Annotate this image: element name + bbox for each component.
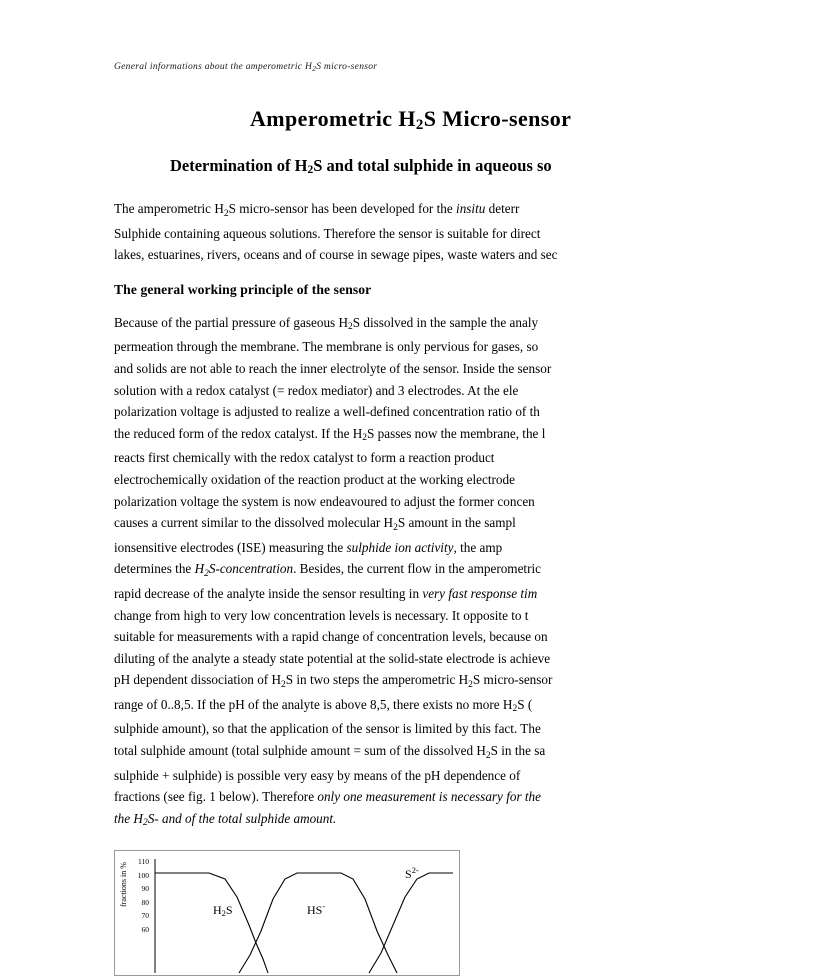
body-line-18: range of 0..8,5. If the pH of the analyte is above 8,5, there exists no more $H_2S$ ( bbox=[114, 696, 533, 715]
chart-inner bbox=[115, 851, 459, 975]
chart-y-tick-0: 110 bbox=[138, 857, 149, 867]
body-line-4: solution with a redox catalyst (= redox mediator) and 3 electrodes. At the ele bbox=[114, 382, 519, 398]
body-line-6: the reduced form of the redox catalyst. If the $H_2S$ passes now the membrane, the l bbox=[114, 425, 546, 444]
running-header-text: General informations about the amperometric $H_2S$ micro-sensor bbox=[114, 62, 378, 73]
chart-y-axis-label: fractions in % bbox=[119, 862, 128, 908]
intro-line-3: lakes, estuarines, rivers, oceans and of course in sewage pipes, waste waters and sec bbox=[114, 247, 558, 263]
page-subtitle bbox=[114, 156, 814, 176]
body-line-1: Because of the partial pressure of gaseous $H_2S$ dissolved in the sample the analy bbox=[114, 314, 539, 333]
body-line-2: permeation through the membrane. The membrane is only pervious for gases, so bbox=[114, 339, 539, 355]
intro-line-2: Sulphide containing aqueous solutions. Therefore the sensor is suitable for direct bbox=[114, 225, 541, 241]
figure-1 bbox=[114, 850, 814, 980]
chart-annotation-h2s: $H_2S$ bbox=[213, 903, 233, 919]
body-line-16: diluting of the analyte a steady state potential at the solid-state electrode is achieve bbox=[114, 650, 551, 666]
page-title bbox=[114, 106, 814, 132]
body-line-9: polarization voltage the system is now endeavoured to adjust the former concen bbox=[114, 493, 535, 509]
chart-y-tick-4: 70 bbox=[141, 911, 149, 921]
chart-plot-area bbox=[155, 859, 453, 973]
body-line-11: ionsensitive electrodes (ISE) measuring the sulphide ion activity, the amp bbox=[114, 539, 503, 555]
body-line-22: fractions (see fig. 1 below). Therefore only one measurement is necessary for the bbox=[114, 789, 541, 805]
intro-line-1: The amperometric $H_2S$ micro-sensor has been developed for the insitu deterr bbox=[114, 201, 520, 219]
intro-paragraph bbox=[114, 198, 814, 266]
body-line-20: total sulphide amount (total sulphide amount = sum of the dissolved $H_2S$ in the sa bbox=[114, 743, 546, 761]
chart-y-tick-3: 80 bbox=[141, 897, 149, 907]
page-title-text: Amperometric $H_2S$ Micro-sensor bbox=[250, 106, 572, 133]
body-line-21: sulphide + sulphide) is possible very easy by means of the pH dependence of bbox=[114, 767, 521, 783]
body-line-13: rapid decrease of the analyte inside the sensor resulting in very fast response tim bbox=[114, 585, 538, 601]
body-line-12: determines the $H_2S$-concentration. Besides, the current flow in the amperometric bbox=[114, 561, 541, 579]
chart-y-tick-5: 60 bbox=[141, 924, 149, 934]
body-line-14: change from high to very low concentration levels is necessary. It opposite to t bbox=[114, 607, 529, 623]
running-header bbox=[114, 62, 814, 72]
body-line-3: and solids are not able to reach the inner electrolyte of the sensor. Inside the sensor bbox=[114, 360, 552, 376]
chart-y-tick-1: 100 bbox=[137, 870, 149, 880]
chart-y-tick-2: 90 bbox=[141, 884, 149, 894]
body-line-7: reacts first chemically with the redox catalyst to form a reaction product bbox=[114, 450, 495, 466]
chart-container bbox=[114, 850, 460, 976]
chart-y-ticks bbox=[131, 855, 149, 936]
body-line-23: the $H_2S-$ and of the total sulphide amount. bbox=[114, 810, 337, 829]
chart-series-s2 bbox=[369, 873, 453, 973]
body-paragraph bbox=[114, 312, 814, 833]
chart-annotation-s2: $S^{2-}$ bbox=[405, 865, 419, 882]
page-content bbox=[114, 62, 814, 980]
body-line-10: causes a current similar to the dissolved molecular $H_2S$ amount in the sampl bbox=[114, 515, 516, 533]
body-line-15: suitable for measurements with a rapid change of concentration levels, because on bbox=[114, 629, 548, 645]
chart-annotation-hs: HS- bbox=[307, 901, 326, 918]
chart-series-h2s bbox=[155, 873, 268, 973]
section-heading: The general working principle of the sensor bbox=[114, 281, 372, 297]
body-line-5: polarization voltage is adjusted to realize a well-defined concentration ratio of th bbox=[114, 404, 540, 420]
body-line-8: electrochemically oxidation of the reaction product at the working electrode bbox=[114, 471, 515, 487]
body-line-17: pH dependent dissociation of $H_2S$ in two steps the amperometric $H_2S$ micro-sensor bbox=[114, 672, 553, 690]
body-line-19: sulphide amount), so that the application of the sensor is limited by this fact. The bbox=[114, 721, 541, 737]
page-subtitle-text: Determination of $H_2S$ and total sulphide in aqueous so bbox=[170, 156, 552, 176]
